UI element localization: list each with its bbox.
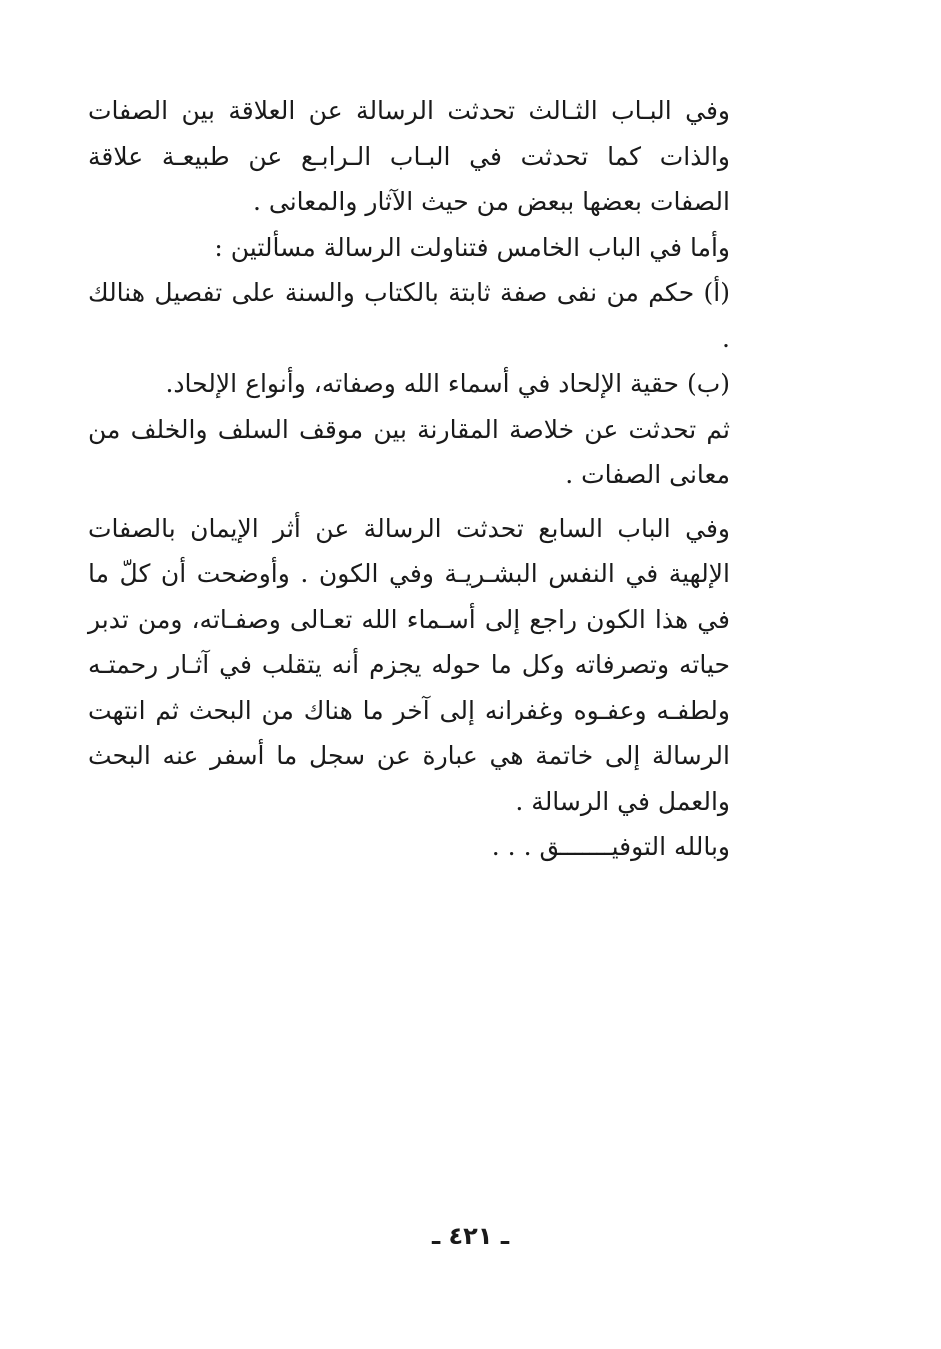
paragraph-issue-b: (ب) حقية الإلحاد في أسماء الله وصفاته، وأنواع الإلحاد. — [165, 369, 730, 398]
page-number: ـ ٤٢١ ـ — [431, 1222, 510, 1250]
paragraph-chapter-3-4: وفي البـاب الثـالث تحدثت الرسالة عن العلاقة بين الصفات والذات كما تحدثت في البـاب الـرابـع عن طبيعـة علاقة الصفات بعضها ببعض من حيث الآثار والمعانى . — [88, 96, 730, 216]
paragraph-issue-a: (أ) حكم من نفى صفة ثابتة بالكتاب والسنة على تفصيل هنالك . — [88, 278, 730, 353]
paragraph-chapter-6: ثم تحدثت عن خلاصة المقارنة بين موقف السلف والخلف من معانى الصفات . — [88, 414, 730, 489]
closing-line: وبالله التوفيـــــــق . . . — [491, 832, 730, 861]
paragraph-chapter-5-intro: وأما في الباب الخامس فتناولت الرسالة مسألتين : — [214, 232, 730, 262]
paragraph-chapter-7: وفي الباب السابع تحدثت الرسالة عن أثر الإيمان بالصفات الإلهية في النفس البشـريـة وفي الكون . وأوضحت أن كلّ ما في هذا الكون راجع إلى أسـماء الله تعـالى وصفـاته، ومن تدبر حياته وتصرفاته وكل ما حوله يجزم أنه يتقلب في آثـار رحمتـه ولطفـه وعفـوه وغفرانه إلى آخر ما هناك من البحث ثم انتهت الرسالة إلى خاتمة هي عبارة عن سجل ما أسفر عنه البحث والعمل في الرسالة . — [88, 513, 730, 816]
body-text — [88, 88, 800, 870]
